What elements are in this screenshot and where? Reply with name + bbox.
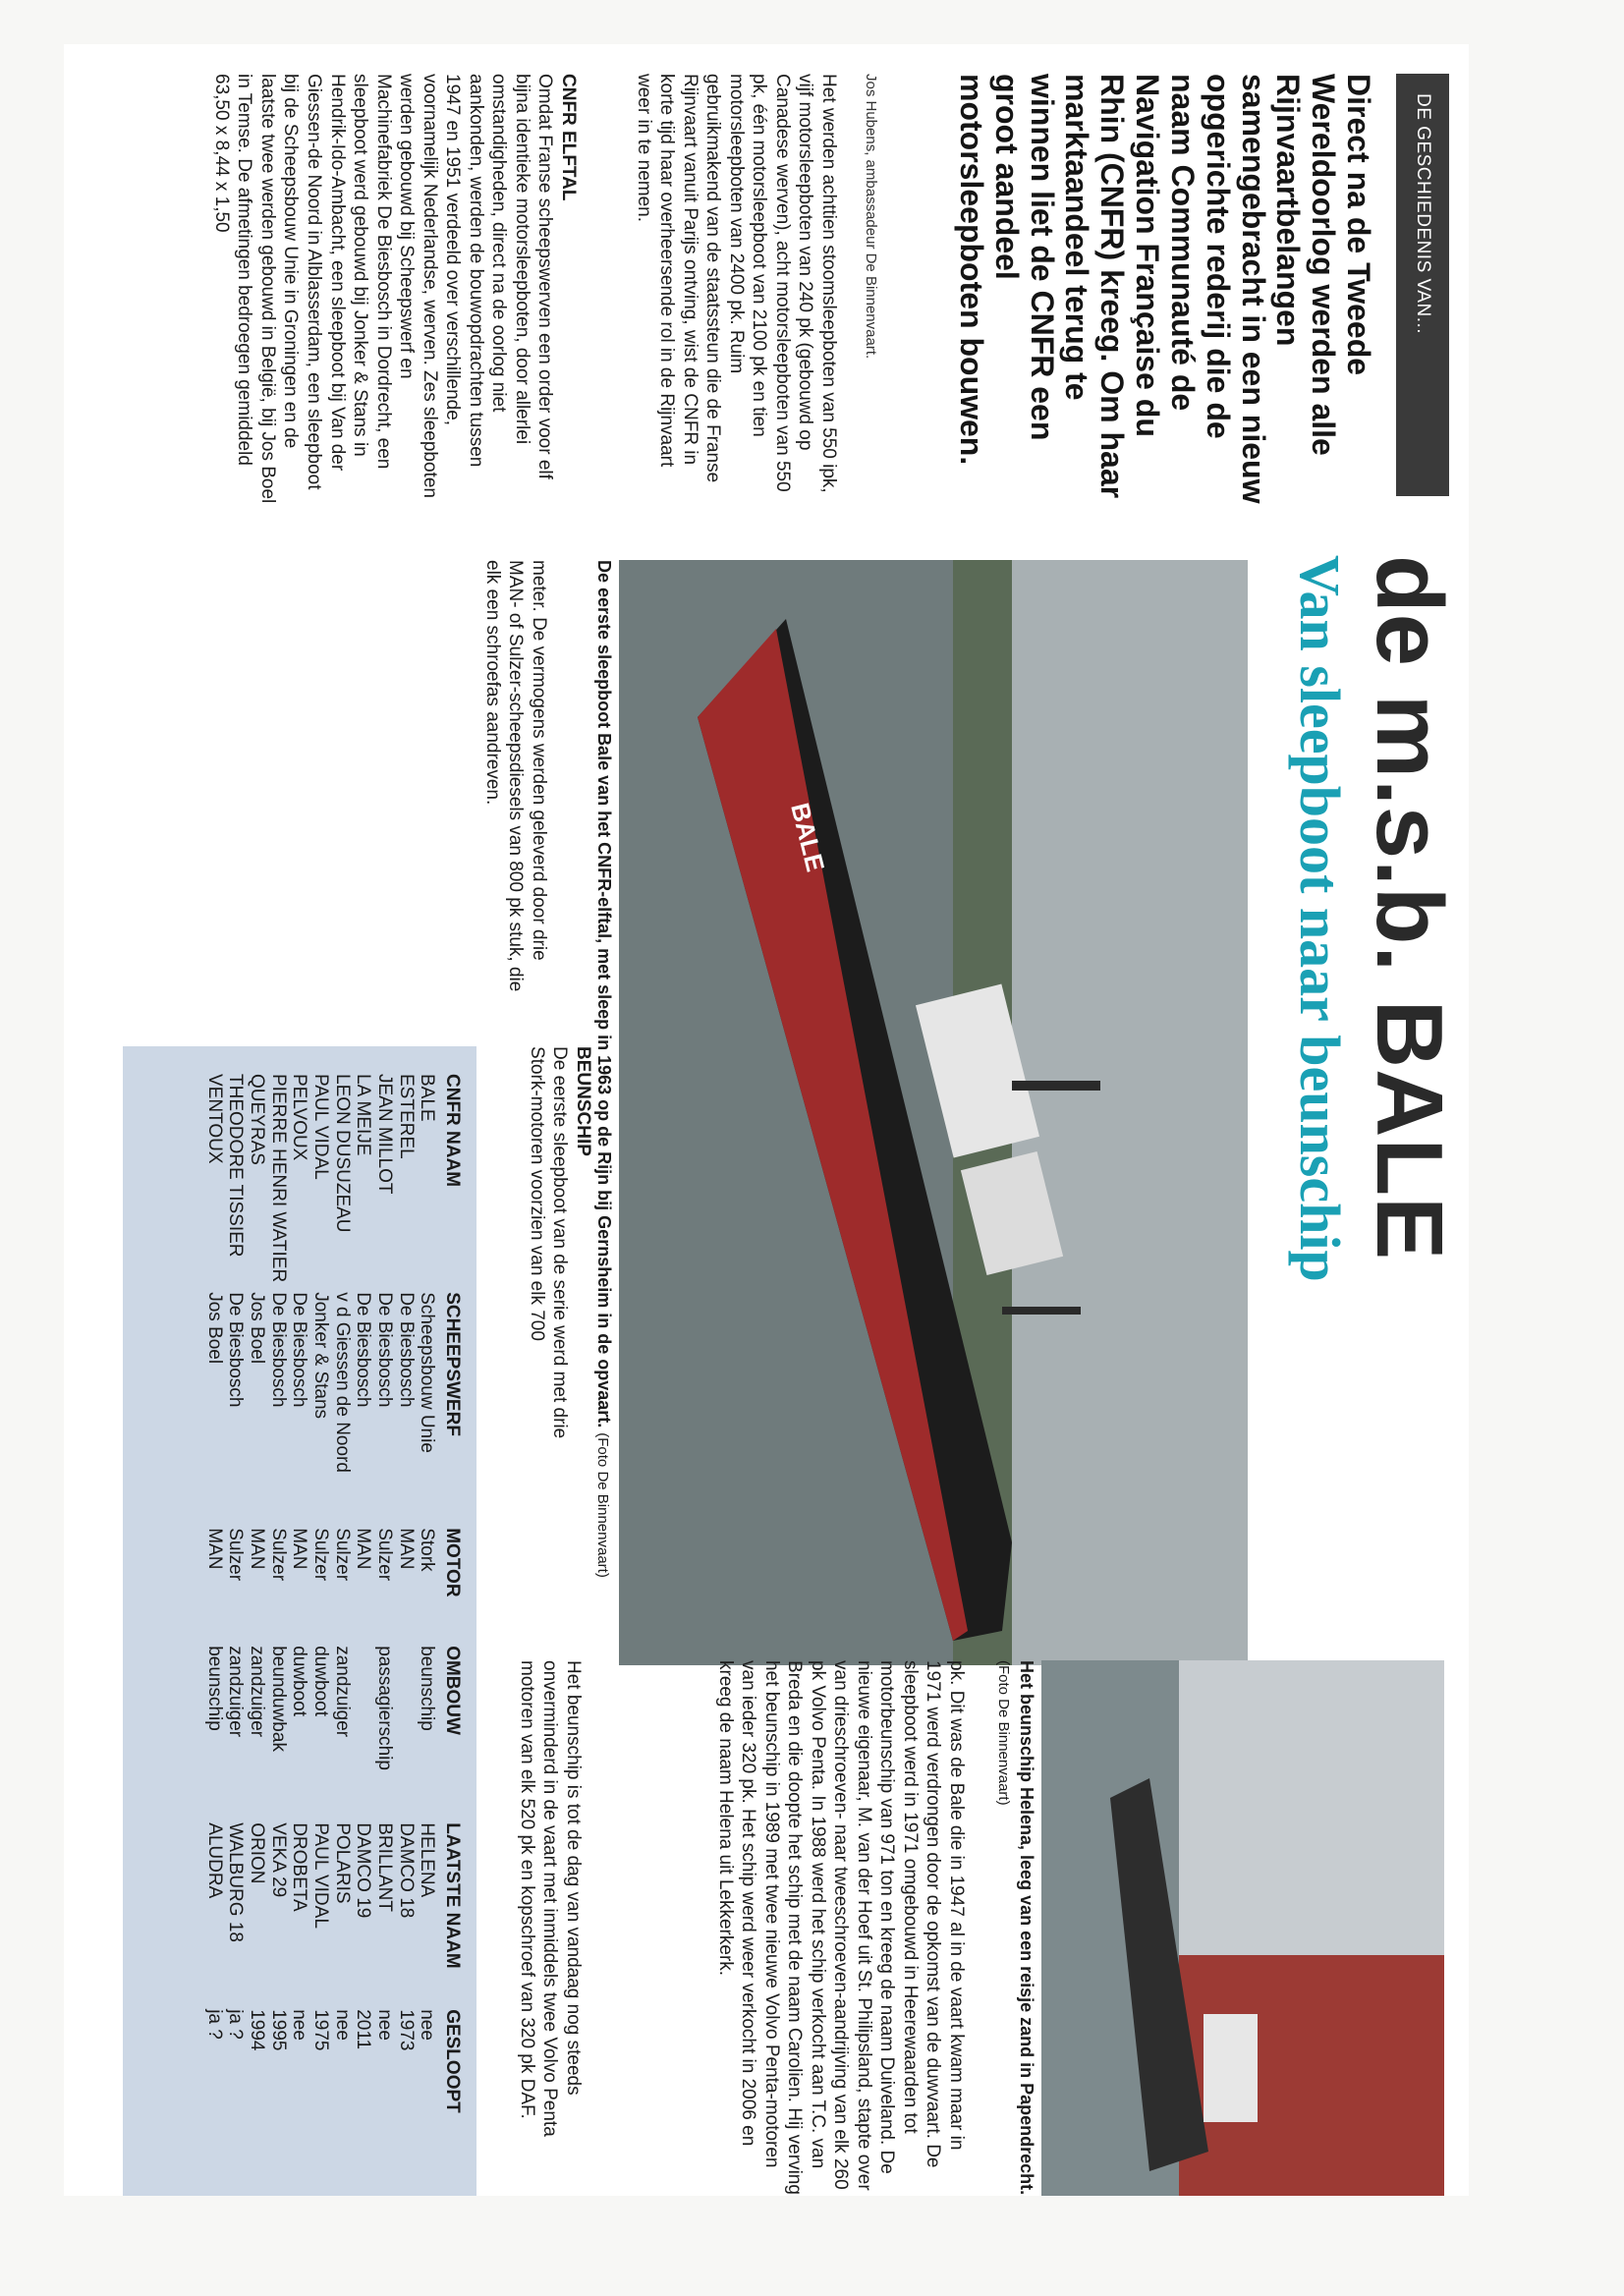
last-name-cell: POLARIS xyxy=(331,1822,353,1904)
scrapped-cell: 1995 xyxy=(267,2009,289,2051)
scrapped-cell: nee xyxy=(331,2009,353,2041)
engine-cell: MAN xyxy=(289,1528,310,1570)
hull-name: BALE xyxy=(785,800,831,875)
engine-cell: MAN xyxy=(353,1528,374,1570)
engine-cell: MAN xyxy=(395,1528,417,1570)
section-kicker: DE GESCHIEDENIS VAN... xyxy=(1396,74,1449,496)
engine-cell: Sulzer xyxy=(331,1528,353,1582)
body-column-3 xyxy=(525,1046,594,1479)
article-title: de m.s.b. BALE xyxy=(1357,555,1462,1261)
shipyard-cell: De Biesbosch xyxy=(225,1292,247,1408)
cnfr-name-cell: VENTOUX xyxy=(203,1074,225,1164)
cnfr-name-cell: THEODORE TISSIER xyxy=(225,1074,247,1258)
shipyard-cell: De Biesbosch xyxy=(353,1292,374,1408)
photo-bale-tug xyxy=(619,560,1248,1665)
cnfr-name-cell: LA MEIJE xyxy=(353,1074,374,1156)
last-name-cell: HELENA xyxy=(417,1822,438,1898)
shipyard-cell: Jonker & Stans xyxy=(310,1292,332,1420)
section-heading: BEUNSCHIP xyxy=(573,1046,593,1156)
helena-photo-illustration xyxy=(1041,1660,1444,2196)
last-name-cell: DAMCO 19 xyxy=(353,1822,374,1919)
body-paragraph: De eerste sleepboot van de serie werd met drie Stork-motoren voorzien van elk 700 xyxy=(526,1046,571,1439)
photo-credit: (Foto De Binnenvaart) xyxy=(594,1432,611,1578)
table-row xyxy=(309,1074,331,2123)
tugboat-photo-illustration xyxy=(619,560,1248,1665)
photo-credit: (Foto De Binnenvaart) xyxy=(995,1660,1013,1806)
scrapped-cell: ja ? xyxy=(203,2009,225,2040)
article-subtitle: Van sleepboot naar beunschip xyxy=(1288,555,1352,1282)
last-name-cell: BRILLANT xyxy=(374,1822,396,1912)
conversion-cell: beunduwbak xyxy=(267,1646,289,1752)
scrapped-cell: ja ? xyxy=(225,2009,247,2040)
last-name-cell: WALBURG 18 xyxy=(225,1822,247,1942)
table-row xyxy=(395,1074,417,2123)
cnfr-name-cell: PELVOUX xyxy=(289,1074,310,1161)
body-paragraph: pk. Dit was de Bale die in 1947 al in de vaart kwam maar in 1971 werd verdrongen door de opkomst van de duwvaart. De sleepboot werd in 1971 omgebouwd in Heerewaarden tot motorbeunschip van 971 ton en kreeg de naam Duiveland. De nieuwe eigenaar, M. van der Hoef uit St. Philipsland, stapte over van drieschroeven- naar tweeschroeven-aandrijving van elk 260 pk Volvo Penta. In 1988 werd het schip verkocht aan T.C. van Breda en die doopte het schip met de naam Carolien. Hij verving het beunschip in 1989 met twee nieuwe Volvo Penta-motoren van ieder 320 pk. Het schip werd weer verkocht in 2006 en kreeg de naam Helena uit Lekkerkerk. xyxy=(714,1660,967,2195)
conversion-cell xyxy=(395,1646,417,1822)
cnfr-name-cell: QUEYRAS xyxy=(247,1074,268,1165)
conversion-cell: passagierschip xyxy=(374,1646,396,1770)
section-heading: CNFR ELFTAL xyxy=(558,74,579,201)
table-header-row xyxy=(437,1074,463,2123)
shipyard-cell: De Biesbosch xyxy=(289,1292,310,1408)
engine-cell: Stork xyxy=(417,1528,438,1572)
body-column-1b xyxy=(209,74,580,506)
caption-text: De eerste sleepboot Bale van het CNFR-elftal, met sleep in 1963 op de Rijn bij Gernsheim in de opvaart. xyxy=(594,560,614,1428)
conversion-cell xyxy=(353,1646,374,1822)
shipyard-cell: De Biesbosch xyxy=(374,1292,396,1408)
fleet-table xyxy=(123,1046,476,2196)
scrapped-cell: nee xyxy=(289,2009,310,2041)
conversion-cell: beunschip xyxy=(417,1646,438,1731)
magazine-page xyxy=(64,44,1469,2196)
fleet-table-body xyxy=(203,1074,437,2123)
conversion-cell: duwboot xyxy=(289,1646,310,1717)
engine-cell: MAN xyxy=(203,1528,225,1570)
photo-caption-helena xyxy=(994,1660,1036,2196)
column-header: GESLOOPT xyxy=(442,2009,463,2113)
shipyard-cell: v d Giessen de Noord xyxy=(331,1292,353,1473)
shipyard-cell: De Biesbosch xyxy=(395,1292,417,1408)
body-paragraph: Het werden achttien stoomsleepboten van 550 ipk, vijf motorsleepboten van 240 pk (gebouwd op Canadese werven), acht motorsleepboten van 550 pk, één motorsleepboot van 2100 pk en tien motorsleepboten van 2400 pk. Ruim gebruikmakend van de staatssteun die de Franse Rijnvaart vanuit Parijs ontving, wist de CNFR in korte tijd haar overheersende rol in de Rijnvaart weer in te nemen. xyxy=(633,74,839,493)
body-paragraph: meter. De vermogens werden geleverd door drie MAN- of Sulzer-scheepsdiesels van 800 pk stuk, die elk een schroefas aandreven. xyxy=(481,560,549,992)
conversion-cell: duwboot xyxy=(310,1646,332,1717)
byline: Jos Hubens, ambassadeur De Binnenvaart. xyxy=(863,74,879,360)
scrapped-cell: nee xyxy=(417,2009,438,2041)
last-name-cell: DAMCO 18 xyxy=(395,1822,417,1919)
cnfr-name-cell: PIERRE HENRI WATIER xyxy=(267,1074,289,1283)
conversion-cell: beunschip xyxy=(203,1646,225,1731)
scrapped-cell: 2011 xyxy=(353,2009,374,2050)
last-name-cell: DROBETA xyxy=(289,1822,310,1912)
engine-cell: Sulzer xyxy=(374,1528,396,1582)
column-header: MOTOR xyxy=(442,1528,463,1597)
engine-cell: Sulzer xyxy=(310,1528,332,1582)
table-row xyxy=(225,1074,247,2123)
conversion-cell: zandzuiger xyxy=(225,1646,247,1738)
fleet-table-grid xyxy=(203,1074,463,2123)
intro-paragraph: Direct na de Tweede Wereldoorlog werden alle Rijnvaartbelangen samengebracht in een nieuw opgerichte rederij die de naam Communauté de Navigation Française du Rhin (CNFR) kreeg. Om haar marktaandeel terug te winnen liet de CNFR een groot aandeel motorsleepboten bouwen. xyxy=(953,74,1376,504)
table-row xyxy=(246,1074,267,2123)
column-header: LAATSTE NAAM xyxy=(442,1822,463,1969)
engine-cell: Sulzer xyxy=(225,1528,247,1582)
table-row xyxy=(373,1074,395,2123)
scrapped-cell: 1975 xyxy=(310,2009,332,2051)
cnfr-name-cell: ESTEREL xyxy=(395,1074,417,1159)
conversion-cell: zandzuiger xyxy=(331,1646,353,1738)
body-column-4b xyxy=(515,1660,585,2196)
last-name-cell: ORION xyxy=(247,1822,268,1884)
body-column-1 xyxy=(632,74,840,506)
body-paragraph: Omdat Franse scheepswerven een order voor elf bijna identieke motorsleepboten, door allerlei omstandigheden, direct na de oorlog niet aankonden, werden de bouwopdrachten tussen 1947 en 1951 verdeeld over verschillende, voornamelijk Nederlandse, werven. Zes sleepboten werden gebouwd bij Scheepswerf en Machinefabriek De Biesbosch in Dordrecht, een sleepboot werd gebouwd bij Jonker & Stans in Hendrik-Ido-Ambacht, een sleepboot bij Van der Giessen-de Noord in Alblasserdam, een sleepboot bij de Scheepsbouw Unie in Groningen en de laatste twee werden gebouwd in België, bij Jos Boel in Temse. De afmetingen bedroegen gemiddeld 63,50 x 8,44 x 1,50 xyxy=(210,74,556,504)
column-header: OMBOUW xyxy=(442,1646,463,1735)
scrapped-cell: 1994 xyxy=(247,2009,268,2051)
scrapped-cell: nee xyxy=(374,2009,396,2041)
last-name-cell: ALUDRA xyxy=(203,1822,225,1899)
table-row xyxy=(353,1074,374,2123)
photo-helena-ship xyxy=(1041,1660,1444,2196)
scrapped-cell: 1973 xyxy=(395,2009,417,2051)
table-row xyxy=(289,1074,310,2123)
cnfr-name-cell: LEON DUSUZEAU xyxy=(331,1074,353,1233)
body-column-2 xyxy=(480,560,550,992)
cnfr-name-cell: BALE xyxy=(417,1074,438,1122)
table-row xyxy=(267,1074,289,2123)
last-name-cell: VEKA 29 xyxy=(267,1822,289,1898)
last-name-cell: PAUL VIDAL xyxy=(310,1822,332,1929)
cnfr-name-cell: PAUL VIDAL xyxy=(310,1074,332,1180)
column-header: CNFR NAAM xyxy=(442,1074,463,1188)
body-column-4 xyxy=(713,1660,968,2196)
photo-caption-bale xyxy=(592,560,614,1665)
column-header: SCHEEPSWERF xyxy=(442,1292,463,1436)
shipyard-cell: De Biesbosch xyxy=(267,1292,289,1408)
shipyard-cell: Scheepsbouw Unie xyxy=(417,1292,438,1453)
caption-text: Het beunschip Helena, leeg van een reisje zand in Papendrecht. xyxy=(1017,1660,1036,2196)
body-paragraph: Het beunschip is tot de dag van vandaag nog steeds onverminderd in de vaart met inmiddels twee Volvo Penta motoren van elk 520 pk en kopschroef van 320 pk DAF. xyxy=(516,1660,584,2137)
engine-cell: MAN xyxy=(247,1528,268,1570)
shipyard-cell: Jos Boel xyxy=(247,1292,268,1365)
shipyard-cell: Jos Boel xyxy=(203,1292,225,1365)
conversion-cell: zandzuiger xyxy=(247,1646,268,1738)
cnfr-name-cell: JEAN MILLOT xyxy=(374,1074,396,1195)
table-row xyxy=(331,1074,353,2123)
engine-cell: Sulzer xyxy=(267,1528,289,1582)
table-row xyxy=(417,1074,438,2123)
table-row xyxy=(203,1074,225,2123)
